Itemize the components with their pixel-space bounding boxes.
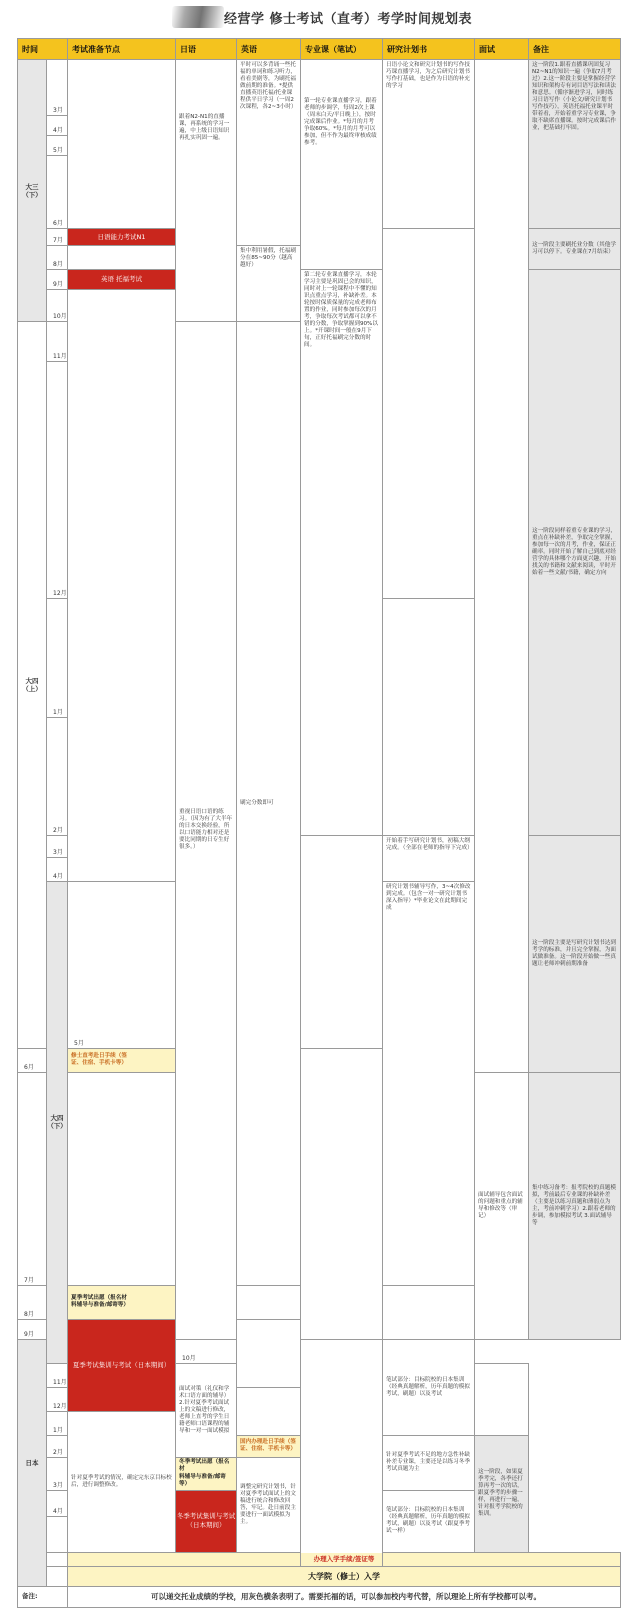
notes-text: 这一阶段，如果夏季考完，各季还打算再考一次的话，跟夏季考的步骤一样，再进行一遍，针对报考学院校的集训。 [475,1435,529,1552]
english-text: 平时可以多背诵一些托福的单词和练习听力，看看美剧等，为刷托福做前期的准备。*提供直播英语托福/托业课程供平日学习（一周2次课程，各2~3小时） [237,60,301,246]
header-interview: 面试 [475,39,529,60]
header-major: 专业课（笔试） [301,39,383,60]
month-label: 12月 [47,362,68,599]
page-title: 经营学 修士考试（直考）考学时间规划表 [224,12,473,27]
schedule-table [17,38,621,1608]
header-nodes: 考试准备节点 [68,39,176,60]
month-label: 11月 [47,1363,68,1387]
node-jlpt: 日语能力考试N1 [68,229,176,246]
footer-label: 备注: [18,1586,68,1607]
major-text: 笔试部分：目标院校的日本集训（经典真题解析，历年真题的模拟考试，刷题）以及考试 [383,1339,475,1435]
month-label: 9月 [18,1319,47,1339]
major-empty [301,836,383,1049]
month-label: 8月 [47,246,68,270]
node-empty [68,60,176,229]
notes-text: 集中练习备考：报考院校的真题模拟，考前最后专业课的补缺补差（主要是以练习真题和薄弱点为主，考前冲刺学习）2.跟着老师的步调，参加模拟考试 3.面试辅导等 [529,1072,621,1339]
notes-text: 这一阶段主要是写研究计划书达到考学的标准，并且完全掌握，为面试做准备。这一阶段开始做一些真题让老师冲刺前期准备 [529,836,621,1073]
research-empty [237,1319,301,1387]
node-summer-exam: 夏季考试集训与考试（日本期间） [68,1319,176,1411]
month-label: 4月 [47,1490,68,1516]
notes-text: 这一阶段主要刷托业分数（其他学习可以停下。专业课在7月结束） [529,229,621,270]
month-label: 6月 [18,1048,47,1072]
year-label: 大四（上） [18,322,47,1049]
header-notes: 备注 [529,39,621,60]
enroll-row: 大学院（修士）入学 [68,1566,621,1586]
month-label: 6月 [47,156,68,229]
research-text: 开始着手写研究计划书，初稿大纲完成。（全部在老师的指导下完成） [383,836,475,882]
month-label: 1月 [47,599,68,718]
month-label: 11月 [47,322,68,362]
major-text: 第二轮专业课直播学习，本轮学习主要是巩固已会的知识，同时对上一轮课程中不懂的知识点重点学习，补缺补差。本轮按时保质保量的完成老师布置的作业，同时参加每次的月考，争取每次考试都可以拿不错的分数，争取掌握到90%以上。*开课时间一般在9月下旬，正好托福刷完分数的时间。 [301,270,383,836]
month-label: 7月 [18,1072,47,1285]
month-label: 3月 [47,60,68,116]
month-label: 2月 [47,717,68,836]
notes-empty [475,1363,529,1435]
english-text: 集中利用暑假，托福刷分在85~90分（越高越好） [237,246,301,322]
node-empty [68,290,176,882]
node-summer-apply [68,1285,176,1319]
major-text [301,60,383,270]
header-research: 研究计划书 [383,39,475,60]
node-summer-apply-line: 夏季考试出愿（报名材 [71,1294,127,1301]
node-domestic-visa [237,1435,301,1457]
research-text: 研究计划书辅导写作，3~4次修改到完成。（包含一对一研究计划书深入指导）*毕业论文在此期间完成 [383,882,475,1286]
node-empty [68,1072,176,1285]
node-empty [68,246,176,270]
major-p1: 第一轮专业课直播学习，跟着老师的步调学，每周2次上课（周末白天/平日晚上），按时完成课后作业。*每月的月考争取60%。*每月的月考可以参加，但不作为最终审核成绩参考。 [304,98,377,146]
year-label: 大四（下） [47,882,68,1364]
month-label [47,1516,68,1552]
year-label: 日本 [18,1339,47,1586]
research-text: 日语小论文和研究计划书的写作技巧课直播学习，为之后研究计划书写作打基础，也是作为日语的补充的学习 [383,60,475,229]
header-time: 时间 [18,39,68,60]
brush-stroke-decoration [172,6,224,28]
month-label: 4月 [47,858,68,882]
month-label [47,1566,68,1586]
enroll-procedure-row: 办理入学手续/签证等 [68,1552,621,1566]
month-label: 3月 [47,1457,68,1490]
node-winter-apply-line: 料辅导与准备/邮寄等） [179,1473,226,1487]
notes-text: 这一阶段1.跟着直播课巩固复习N2~N1的知识一遍（争取7月考过）2.这一阶段主要是掌握经营学知识和架构专有词目语写法和读法和意思。（循序渐进学习，同时练习日语写作（小论文/研究计划书写作技巧），英语托福托业课平时带着看，开始着重学习专业课，争取不缺席直播课。按时完成课后作业，把基础打牢固。 [529,60,621,229]
node-winter-apply-line: 冬季考试出愿（报名材 [179,1458,230,1472]
month-label: 8月 [18,1285,47,1319]
month-label: 5月 [47,136,68,156]
interview-text: 面试对策（礼仪和学术口语方面的辅导）2.针对夏季考试面试上的文稿进行修改，老师上直考的学生日籍老师口语课程的辅导和一对一面试模拟 [176,1363,237,1457]
year-label: 大三（下） [18,60,47,322]
major-text: 针对夏季考试不足的地方急性补缺补差专业课，主要还是以练习冬季考试真题为主 [383,1435,475,1490]
node-visa-line: 证、住宿、手机卡等） [71,1060,127,1066]
month-label: 4月 [47,116,68,136]
month-label: 1月 [47,1411,68,1435]
node-toefl: 英语 托福考试 [68,270,176,290]
node-visa-line: 修士直考赴日手续（签 [71,1052,127,1059]
month-label: 10月 [47,290,68,322]
month-label: 5月 [68,882,176,1049]
month-label [47,1552,68,1566]
node-domestic-visa-line: 国内办理赴日手续（签 [240,1438,296,1445]
english-empty [301,1048,383,1339]
month-label: 10月 [176,1339,237,1363]
node-visa [68,1048,176,1072]
japanese-text [176,60,237,322]
month-label: 2月 [47,1435,68,1457]
research-empty [383,229,475,599]
month-label: 12月 [47,1387,68,1411]
english-text: 刷完分数即可 [237,322,301,1286]
notes-text: 这一阶段同样着重专业课的学习，重点在补缺补差，争取完全掌握，参加每一次的月考，作业，保证正确率。同时开始了解自己到底对经营学的具体哪个方面更兴趣，开始找关的书籍和文献来阅读，平时开始着一些文献/书籍，确定方向 [529,270,621,836]
interview-text: 调整完研究计划书，针对夏季考试面试上的文稿进行统合和修改回答，牢记。赴日前段主要进行一面试模拟为主。 [237,1457,301,1552]
interview-empty [475,60,529,1073]
node-summer-apply-line: 料辅导与准备/邮寄等） [71,1302,129,1308]
header-english: 英语 [237,39,301,60]
node-winter-exam: 冬季考试集训与考试（日本期间） [176,1490,237,1552]
japanese-empty [301,1339,383,1566]
interview-text: 面试辅导包含面试的问题和重点的辅导和修改等（审记） [475,1072,529,1339]
footer-text: 可以递交托业成绩的学校，用灰色横条表明了。需要托福的话，可以参加校内考代替，所以理论上所有学校都可以考。 [68,1586,621,1607]
node-domestic-visa-line: 证、住宿、手机卡等） [240,1446,296,1452]
japanese-p1: 跟着N2-N1的直播课，再系统的学习一遍，中上级日语知识再扎实巩固一遍。 [179,114,230,141]
research-text: 针对夏季考试的情况，确定完东京目标校后，进行调整修改。 [68,1411,176,1552]
japanese-text: 重视日语口语的练习。（因为有了大半年的日本交换经验，所以口语能力相对还是要比同期的日专生好很多。） [176,322,237,1340]
month-label: 9月 [47,270,68,290]
month-label: 7月 [47,229,68,246]
english-text [383,1490,475,1552]
header-japanese: 日语 [176,39,237,60]
major-p6: 笔试部分：目标院校的日本集训（经典真题解析，历年真题的模拟考试，刷题）以及考试（跟夏季考试一样） [386,1507,470,1534]
month-label: 3月 [47,836,68,858]
title-bar [0,0,640,36]
node-winter-apply [176,1457,237,1490]
